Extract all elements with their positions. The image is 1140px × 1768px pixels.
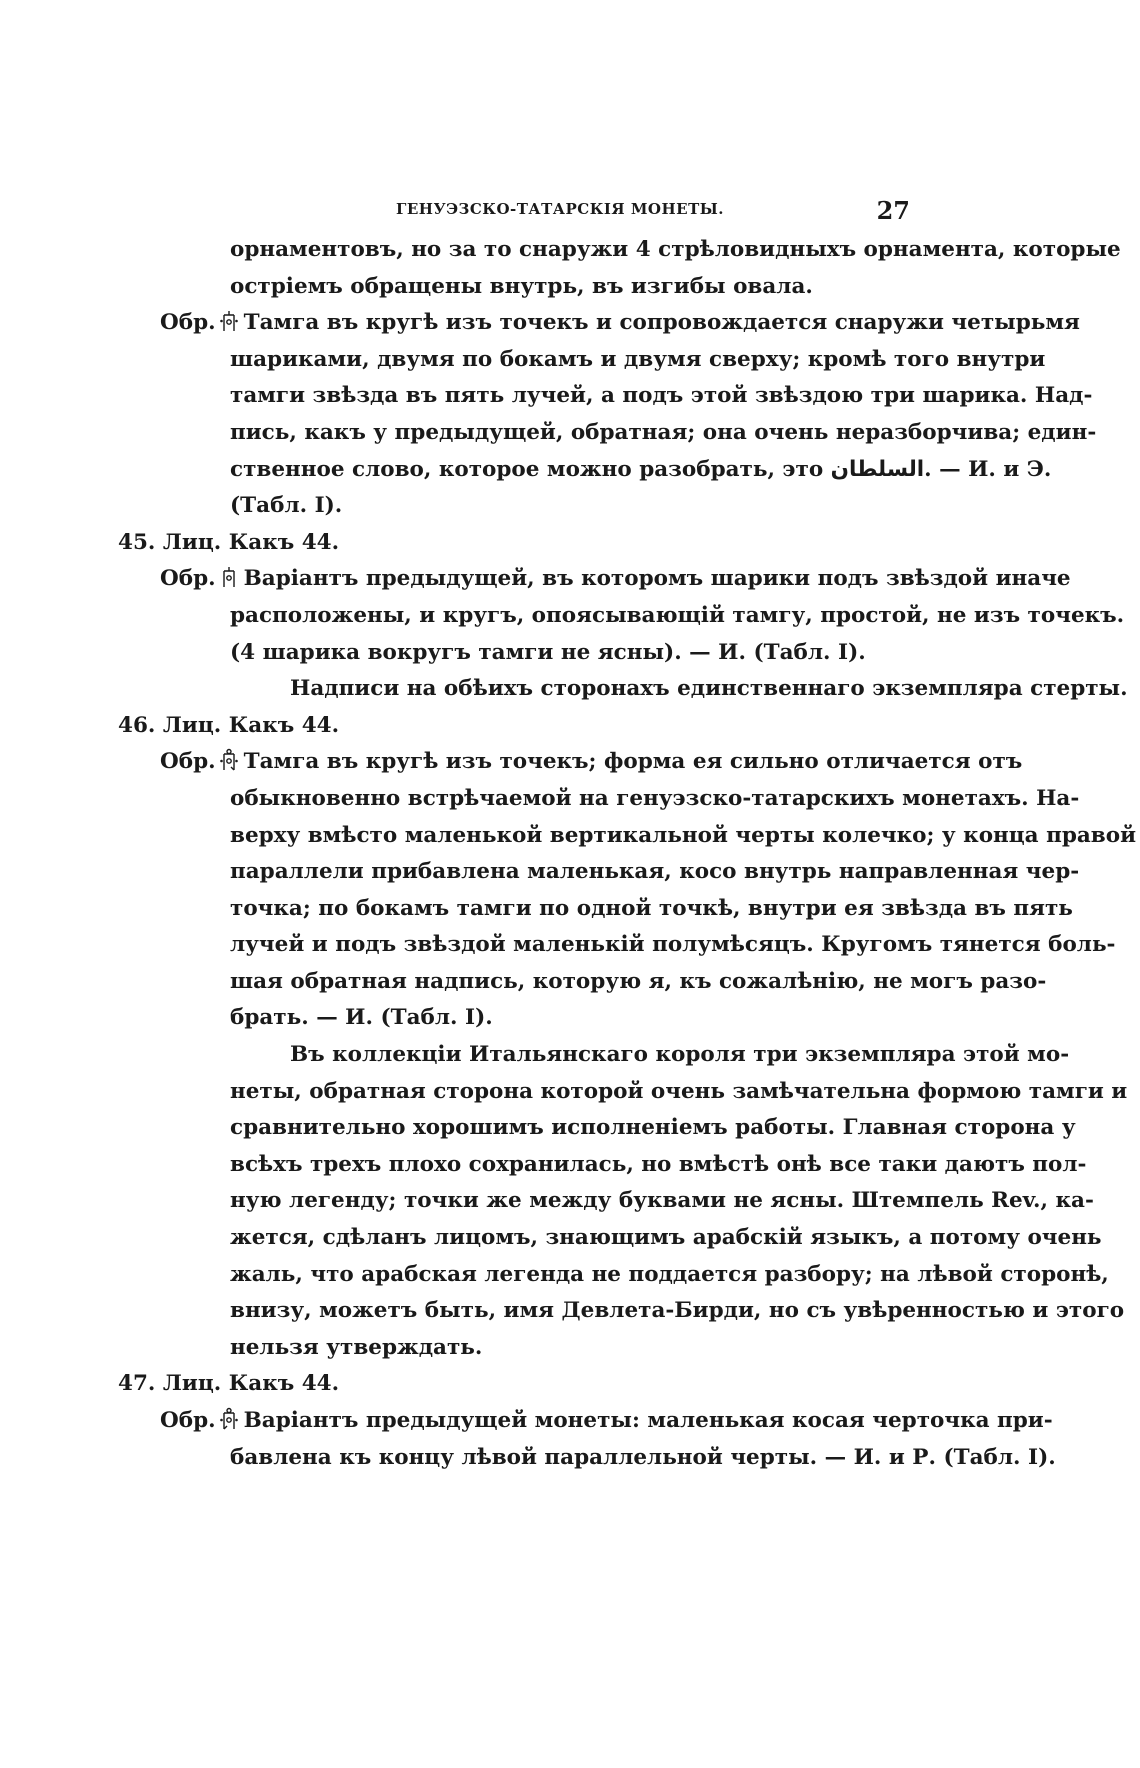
- text-line: сравнительно хорошимъ исполненіемъ работы. Главная сторона у: [230, 1115, 1076, 1141]
- text-line: точка; по бокамъ тамги по одной точкѣ, внутри ея звѣзда въ пять: [230, 895, 1073, 921]
- tamga-icon: [220, 748, 238, 772]
- entry-number: 47. Лиц.: [118, 1371, 222, 1397]
- tamga-icon: [220, 309, 238, 333]
- note-line: Въ коллекціи Итальянскаго короля три экземпляра этой мо-: [290, 1042, 1070, 1068]
- text-line: всѣхъ трехъ плохо сохранилась, но вмѣстѣ онѣ все таки даютъ пол-: [230, 1151, 1087, 1177]
- entry-number: 45. Лиц.: [118, 529, 222, 555]
- text-line: шариками, двумя по бокамъ и двумя сверху; кромѣ того внутри: [230, 346, 1046, 372]
- reverse-label: Обр.: [160, 1408, 216, 1433]
- page-number: 27: [876, 196, 910, 225]
- text-line: тамги звѣзда въ пять лучей, а подъ этой звѣздою три шарика. Над-: [230, 383, 1093, 409]
- entry-45-obverse: [118, 525, 900, 562]
- text-segment: Тамга въ кругѣ изъ точекъ и сопровождается снаружи четырьмя: [243, 310, 1080, 336]
- text-segment: Какъ 44.: [228, 529, 340, 555]
- text-segment: ственное слово, которое можно разобрать, это: [230, 456, 824, 482]
- text-segment: Какъ 44.: [228, 1371, 340, 1397]
- entry-46-obverse: [118, 708, 900, 745]
- tamga-icon: [220, 565, 238, 589]
- text-line: бавлена къ концу лѣвой параллельной черты. — И. и Р. (Табл. I).: [230, 1444, 1056, 1470]
- entry-number: 46. Лиц.: [118, 712, 222, 738]
- text-line: расположены, и кругъ, опоясывающій тамгу, простой, не изъ точекъ.: [230, 602, 1125, 628]
- entry-44-reverse: [160, 305, 1080, 342]
- entry-47-reverse: [160, 1403, 1053, 1440]
- reverse-label: Обр.: [160, 749, 216, 775]
- text-segment: Какъ 44.: [228, 712, 340, 738]
- text-line: неты, обратная сторона которой очень замѣчательна формою тамги и: [230, 1078, 1128, 1104]
- text-line: брать. — И. (Табл. I).: [230, 1005, 493, 1031]
- text-line: шая обратная надпись, которую я, къ сожалѣнію, не могъ разо-: [230, 968, 1047, 994]
- text-line: орнаментовъ, но за то снаружи 4 стрѣловидныхъ орнамента, которые: [230, 237, 1121, 262]
- text-segment: Тамга въ кругѣ изъ точекъ; форма ея сильно отличается отъ: [243, 749, 1023, 775]
- tamga-icon: [220, 1407, 238, 1431]
- text-line: пись, какъ у предыдущей, обратная; она очень неразборчива; един-: [230, 419, 1097, 445]
- text-line: (Табл. I).: [230, 493, 343, 519]
- entry-46-reverse: [160, 744, 1023, 781]
- arabic-word: السلطان: [830, 456, 925, 482]
- text-line: [230, 452, 1052, 489]
- text-segment: Варіантъ предыдущей монеты: маленькая косая черточка при-: [243, 1408, 1053, 1433]
- entry-47-obverse: [118, 1366, 900, 1403]
- body-text: [0, 232, 1140, 1476]
- running-head: [210, 196, 910, 226]
- running-title: ГЕНУЭЗСКО-ТАТАРСКІЯ МОНЕТЫ.: [395, 200, 725, 218]
- text-line: жется, сдѣланъ лицомъ, знающимъ арабскій языкъ, а потому очень: [230, 1225, 1102, 1251]
- text-line: нельзя утверждать.: [230, 1334, 483, 1360]
- reverse-label: Обр.: [160, 310, 216, 336]
- entry-45-reverse: [160, 561, 1071, 598]
- text-line: (4 шарика вокругъ тамги не ясны). — И. (Табл. I).: [230, 639, 866, 665]
- text-line: жаль, что арабская легенда не поддается разбору; на лѣвой сторонѣ,: [230, 1261, 1109, 1287]
- text-line: обыкновенно встрѣчаемой на генуэзско-татарскихъ монетахъ. На-: [230, 785, 1080, 811]
- text-line: лучей и подъ звѣздой маленькій полумѣсяцъ. Кругомъ тянется боль-: [230, 932, 1116, 958]
- text-line: внизу, можетъ быть, имя Девлета-Бирди, но съ увѣренностью и этого: [230, 1298, 1125, 1324]
- reverse-label: Обр.: [160, 566, 216, 592]
- text-line: ную легенду; точки же между буквами не ясны. Штемпель Rev., ка-: [230, 1188, 1094, 1214]
- text-line: остріемъ обращены внутрь, въ изгибы овала.: [230, 273, 813, 299]
- text-segment: Варіантъ предыдущей, въ которомъ шарики подъ звѣздой иначе: [243, 566, 1071, 592]
- note-line: Надписи на обѣихъ сторонахъ единственнаго экземпляра стерты.: [290, 676, 1128, 702]
- text-line: параллели прибавлена маленькая, косо внутрь направленная чер-: [230, 859, 1080, 885]
- text-segment: . — И. и Э.: [924, 456, 1052, 482]
- text-line: верху вмѣсто маленькой вертикальной черты колечко; у конца правой: [230, 822, 1137, 848]
